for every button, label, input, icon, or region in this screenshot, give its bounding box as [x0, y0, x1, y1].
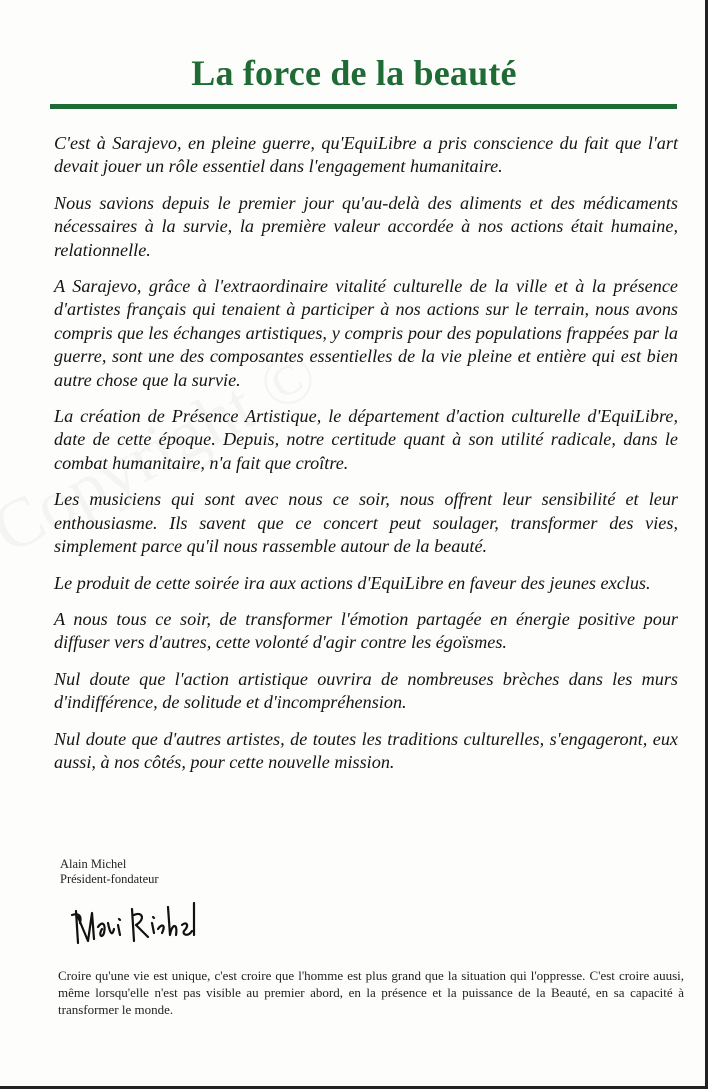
signatory-role: Président-fondateur — [60, 872, 159, 886]
paragraph: Les musiciens qui sont avec nous ce soir, nous offrent leur sensibilité et leur enthousiasme. Ils savent que ce concert peut soulager, transformer des vies, simplement parce qu'il nous rassemble autour de la beauté. — [54, 489, 678, 557]
paragraph: A nous tous ce soir, de transformer l'émotion partagée en énergie positive pour diffuser vers d'autres, cette volonté d'agir contre les égoïsmes. — [54, 608, 678, 653]
handwritten-signature — [68, 893, 198, 953]
page-title: La force de la beauté — [191, 53, 517, 93]
paragraph: C'est à Sarajevo, en pleine guerre, qu'EquiLibre a pris conscience du fait que l'art devait jouer un rôle essentiel dans l'engagement humanitaire. — [54, 133, 678, 177]
paragraph: A Sarajevo, grâce à l'extraordinaire vitalité culturelle de la ville et à la présence d'artistes français qui tenaient à participer à nos actions sur le terrain, nous avons compris que les échanges artistiques, y compris pour des populations frappées par la guerre, sont une des composantes essentielles de la vie pleine et entière qui est bien autre chose que la survie. — [54, 276, 678, 390]
letter-body — [54, 132, 678, 787]
paragraph: Nul doute que l'action artistique ouvrira de nombreuses brèches dans les murs d'indifférence, de solitude et d'incompréhension. — [54, 668, 678, 713]
paragraph: Nul doute que d'autres artistes, de toutes les traditions culturelles, s'engageront, eux aussi, à nos côtés, pour cette nouvelle mission. — [54, 728, 678, 772]
signatory-name: Alain Michel — [60, 857, 127, 871]
closing-statement: Croire qu'une vie est unique, c'est croire que l'homme est plus grand que la situation qui l'oppresse. C'est croire auusi, même lorsqu'elle n'est pas visible au premier abord, en la présence et la puissance de la Beauté, en sa capacité à transformer le monde. — [58, 968, 684, 1017]
paragraph: Nous savions depuis le premier jour qu'au-delà des aliments et des médicaments nécessaires à la survie, la première valeur accordée à nos actions était humaine, relationnelle. — [54, 192, 678, 260]
title-divider — [50, 104, 677, 109]
signatory-block — [60, 857, 159, 887]
paragraph: Le produit de cette soirée ira aux actions d'EquiLibre en faveur des jeunes exclus. — [54, 572, 651, 593]
paragraph: La création de Présence Artistique, le département d'action culturelle d'EquiLibre, date de cette époque. Depuis, notre certitude quant à son utilité radicale, dans le combat humanitaire, n'a fait que croître. — [54, 406, 678, 473]
